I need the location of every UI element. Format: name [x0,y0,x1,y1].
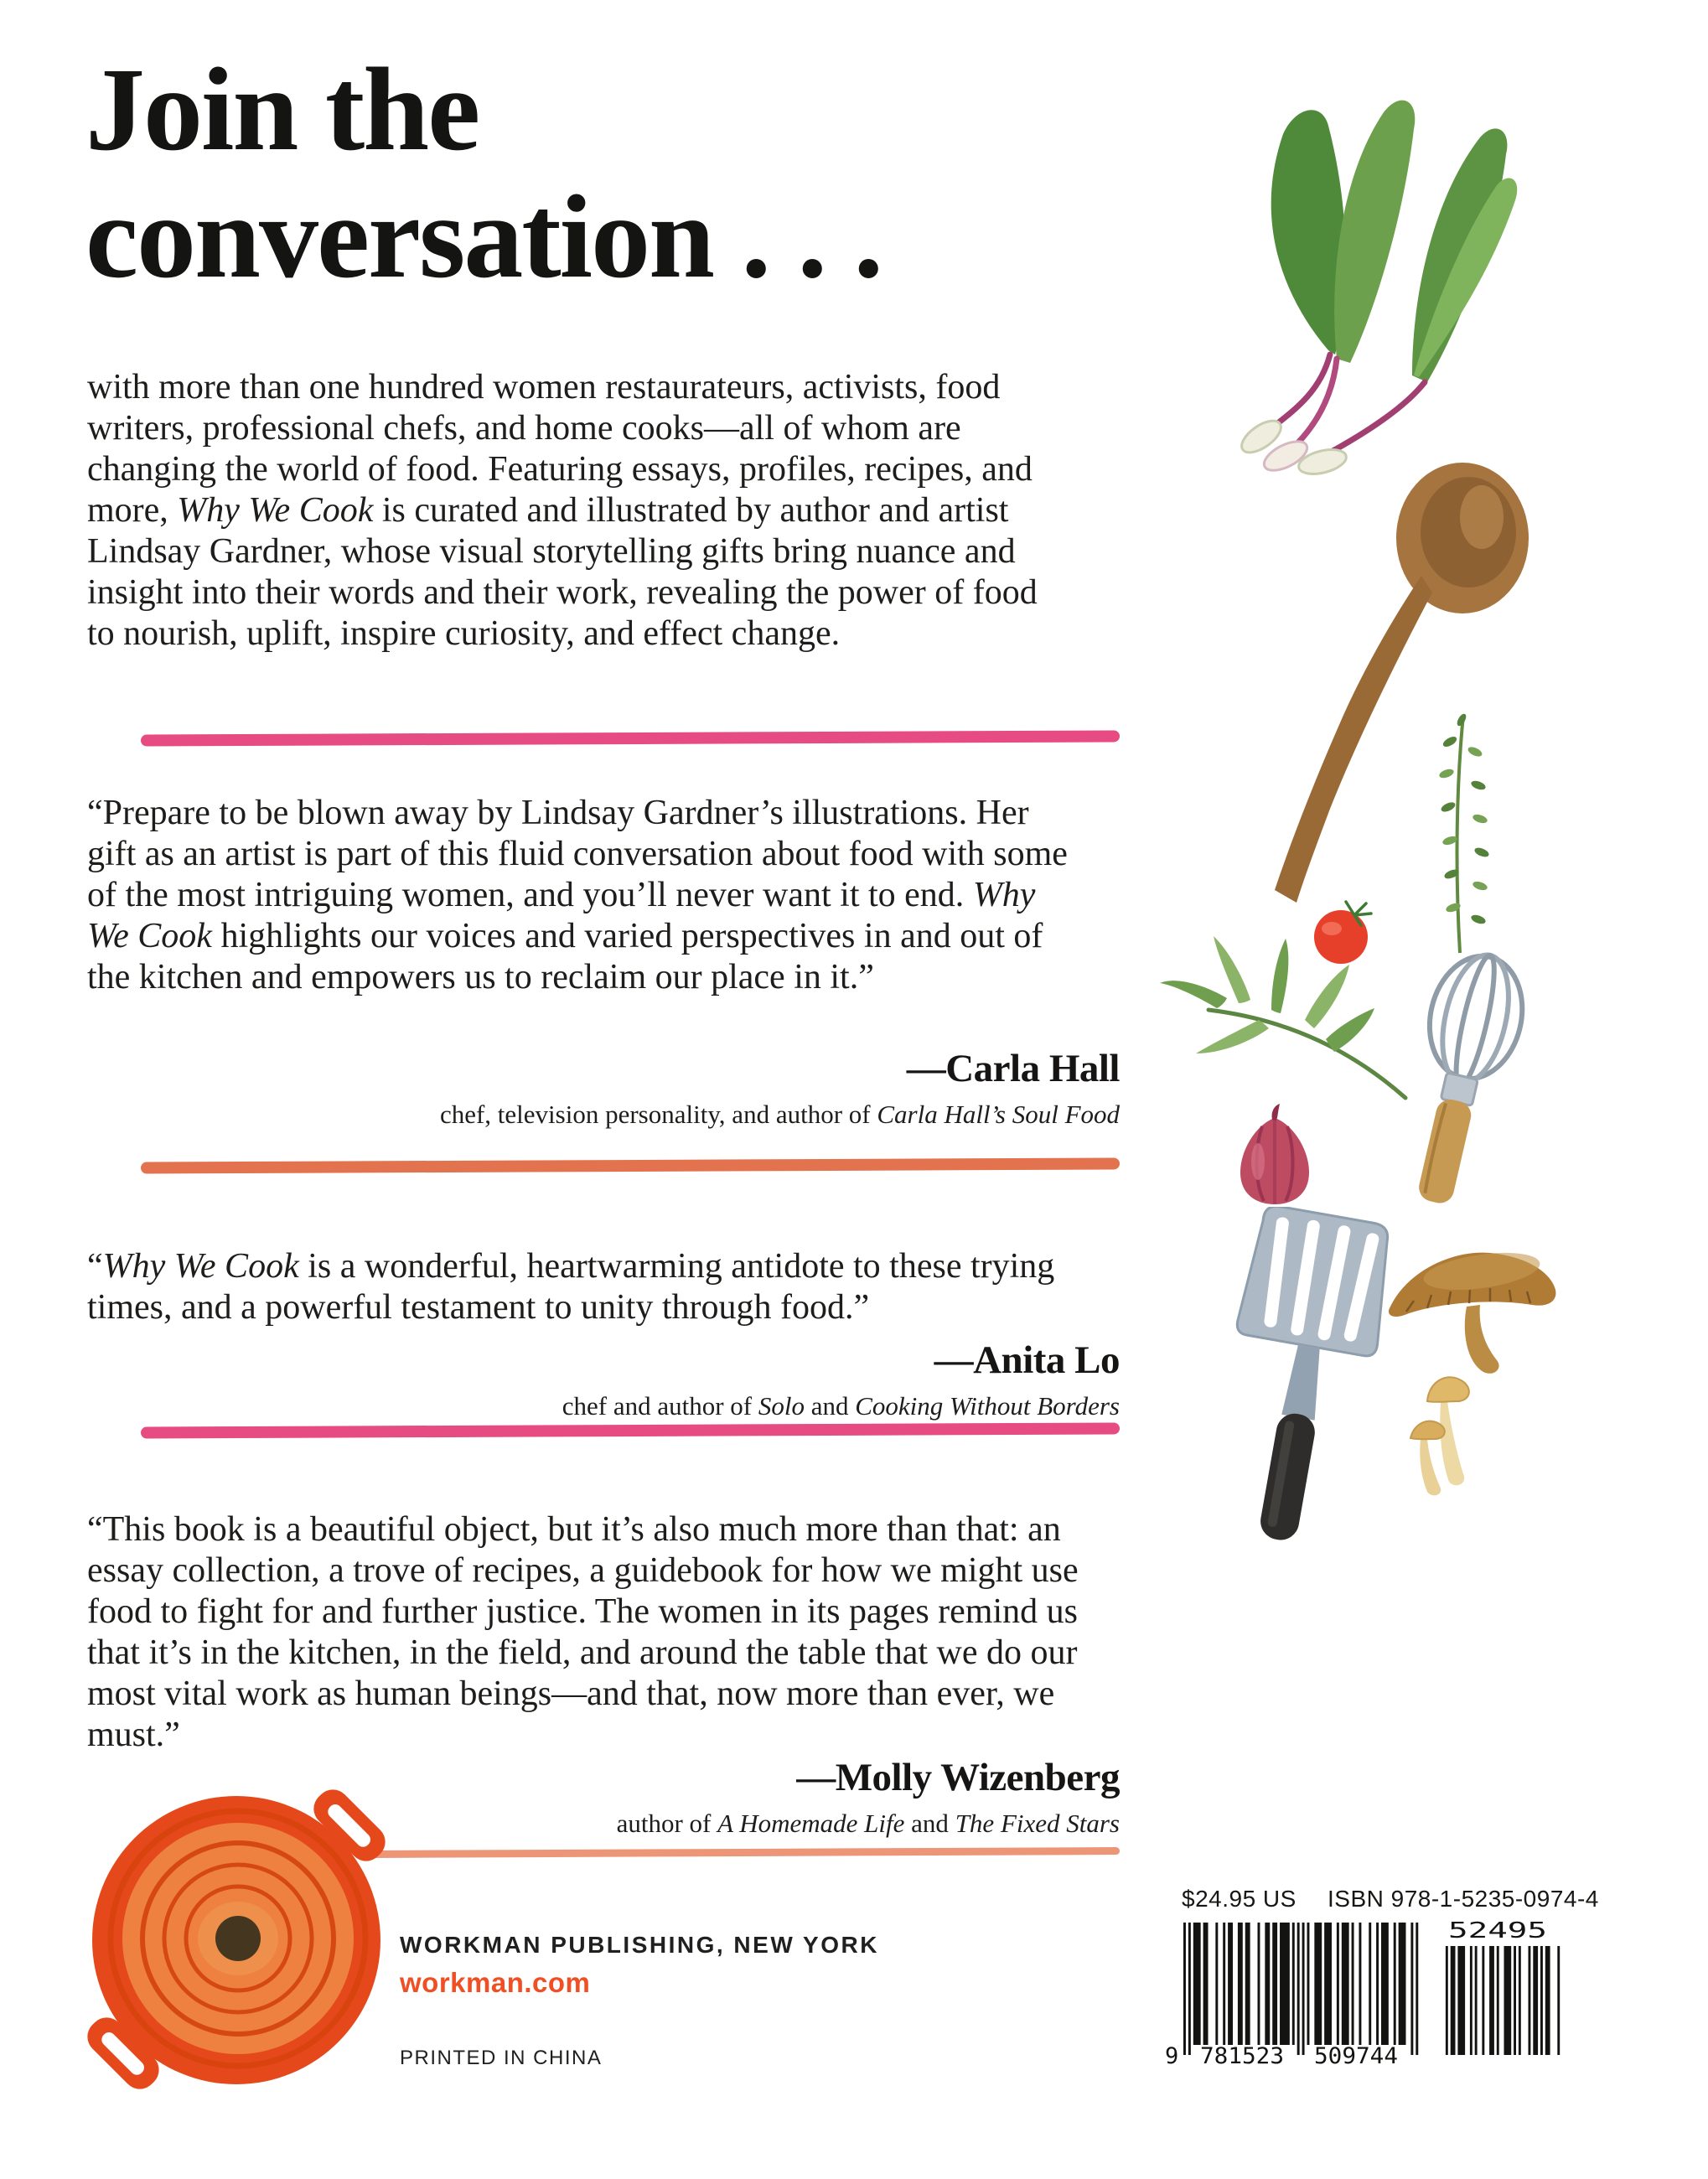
attribution-anita-lo [87,1338,1120,1423]
publisher-line: WORKMAN PUBLISHING, NEW YORK [400,1932,879,1958]
small-mushrooms-illustration [1404,1358,1525,1496]
headline-line2: conversation . . . [85,170,882,303]
shallot-illustration [1229,1103,1322,1208]
attribution-name: —Carla Hall [906,1047,1120,1090]
attribution-credit: author of A Homemade Life and The Fixed Stars [616,1809,1120,1838]
attribution-name: —Anita Lo [934,1338,1120,1382]
quote-carla-hall: “Prepare to be blown away by Lindsay Gardner’s illustrations. Her gift as an artist is part of this fluid conversation about food with some of the most intriguing women, and you’ll never want it to end. Why We Cook highlights our voices and varied perspectives in and out of the kitchen and empowers us to reclaim our place in it.” [87,794,1068,996]
svg-text:781523: 781523 [1200,2043,1284,2068]
attribution-credit: chef and author of Solo and Cooking Without Borders [562,1391,1120,1421]
printed-in-line: PRINTED IN CHINA [400,2047,603,2069]
svg-text:509744: 509744 [1314,2043,1398,2068]
fish-spatula-illustration [1205,1207,1410,1550]
publisher-website: workman.com [400,1967,591,1998]
quote-anita-lo: “Why We Cook is a wonderful, heartwarming antidote to these trying times, and a powerful testament to unity through food.” [87,1247,1055,1327]
headline-line1: Join the [85,43,479,175]
whisk-illustration [1385,945,1540,1214]
barcode-supplement [1441,1921,1567,2068]
divider-3 [141,1422,1120,1438]
headline [85,43,882,303]
price-label: $24.95 US [1182,1886,1297,1912]
quote-molly-wizenberg: “This book is a beautiful object, but it’s also much more than that: an essay collection, a trove of recipes, a guidebook for how we might use food to fight for and further justice. The women in its pages remind us that it’s in the kitchen, in the field, and around the table that we do our most vital work as human beings—and that, now more than ever, we must.” [87,1510,1079,1754]
svg-text:9: 9 [1165,2043,1179,2068]
attribution-credit: chef, television personality, and author of Carla Hall’s Soul Food [439,1100,1120,1129]
attribution-name: —Molly Wizenberg [796,1756,1120,1799]
isbn-label: ISBN 978-1-5235-0974-4 [1328,1886,1599,1912]
thyme-sprig-illustration [1410,708,1510,960]
tarragon-sprig-illustration [1158,926,1410,1106]
dutch-oven-illustration [77,1768,396,2112]
divider-2 [141,1157,1120,1173]
divider-1 [141,730,1120,746]
attribution-carla-hall [87,1046,1120,1131]
divider-4 [367,1847,1120,1858]
intro-paragraph: with more than one hundred women restaurateurs, activists, food writers, professional chefs, and home cooks—all of whom are changing the world of food. Featuring essays, profiles, recipes, and more, Why We Cook is curated and illustrated by author and artist Lindsay Gardner, whose visual storytelling gifts bring nuance and insight into their words and their work, revealing the power of food to nourish, uplift, inspire curiosity, and effect change. [87,368,1038,653]
ramps-illustration [1203,74,1525,480]
barcode-ean13 [1163,1921,1431,2068]
svg-text:52495: 52495 [1448,1921,1547,1944]
